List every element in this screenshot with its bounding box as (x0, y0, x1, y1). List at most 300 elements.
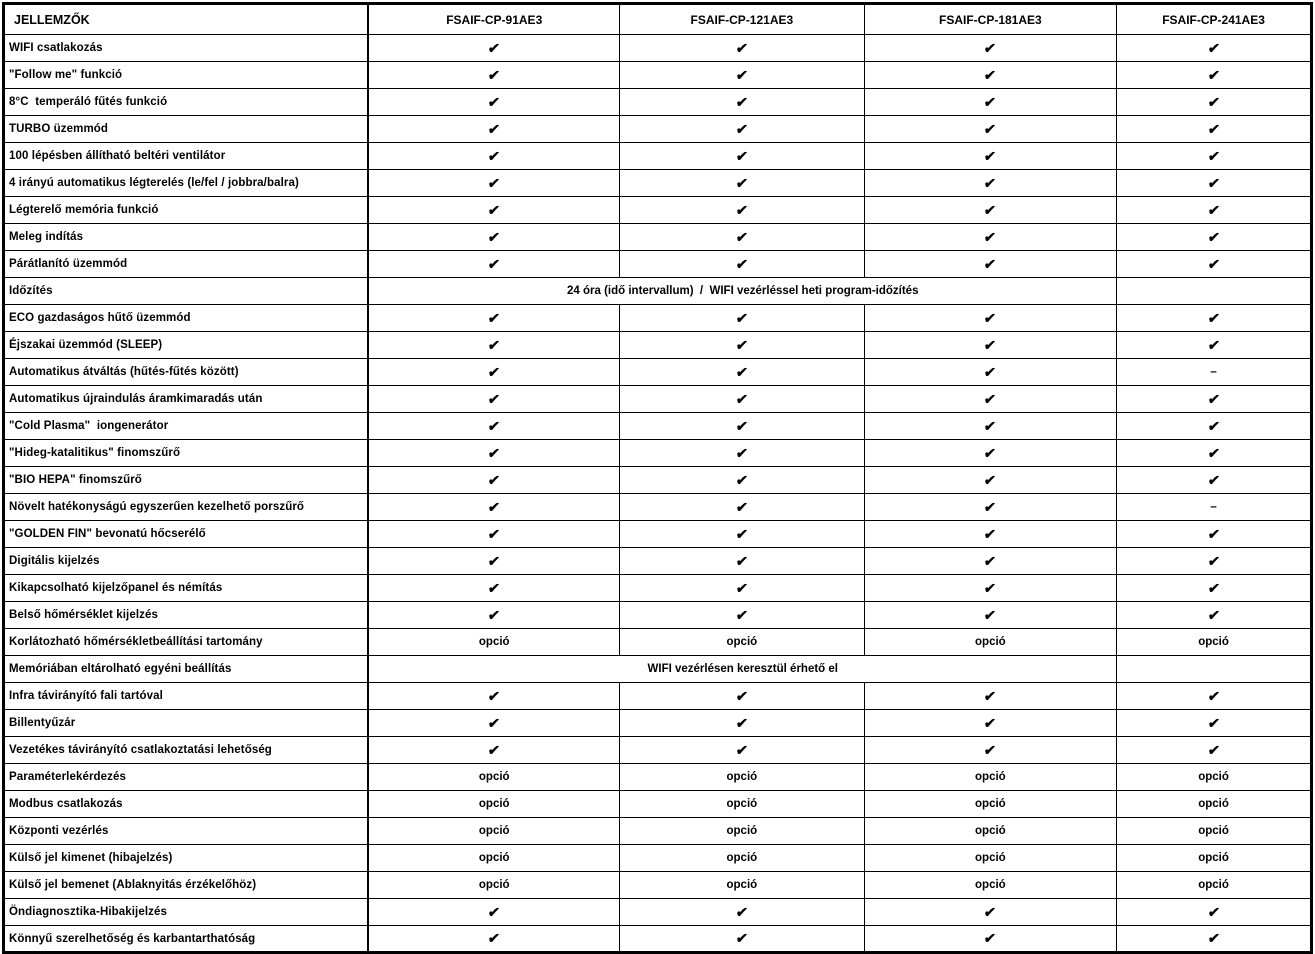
value-cell (864, 548, 1116, 575)
check-icon: ✔ (983, 66, 998, 83)
feature-label-cell: Automatikus átváltás (hűtés-fűtés között) (4, 359, 369, 386)
option-value-cell: opció (1117, 629, 1312, 656)
check-icon: ✔ (487, 417, 501, 434)
value-cell (368, 89, 619, 116)
check-icon: ✔ (983, 687, 998, 704)
check-icon: ✔ (1206, 687, 1221, 704)
value-cell (1117, 710, 1312, 737)
check-icon: ✔ (487, 741, 501, 758)
check-icon: ✔ (487, 390, 501, 407)
check-icon: ✔ (983, 579, 998, 596)
feature-row (4, 872, 1312, 899)
check-icon: ✔ (735, 201, 749, 218)
value-cell (368, 170, 619, 197)
value-cell (1117, 197, 1312, 224)
check-icon: ✔ (735, 714, 749, 731)
value-cell (864, 62, 1116, 89)
check-icon: ✔ (983, 228, 998, 245)
feature-label-cell: Belső hőmérséklet kijelzés (4, 602, 369, 629)
check-icon: ✔ (983, 255, 998, 272)
value-cell (620, 386, 865, 413)
check-icon: ✔ (487, 255, 501, 272)
feature-row (4, 62, 1312, 89)
value-cell (864, 494, 1116, 521)
value-cell (620, 89, 865, 116)
value-cell (368, 710, 619, 737)
empty-value-cell (1117, 656, 1312, 683)
feature-label-cell: Könnyű szerelhetőség és karbantarthatóság (4, 926, 369, 953)
feature-label-cell: Központi vezérlés (4, 818, 369, 845)
option-value-cell: opció (620, 629, 865, 656)
option-value-cell: opció (368, 872, 619, 899)
value-cell (1117, 116, 1312, 143)
value-cell (620, 224, 865, 251)
check-icon: ✔ (487, 39, 501, 56)
value-cell (368, 116, 619, 143)
option-value-cell: opció (368, 764, 619, 791)
check-icon: ✔ (735, 471, 749, 488)
check-icon: ✔ (983, 174, 998, 191)
feature-row (4, 791, 1312, 818)
feature-label-cell: "GOLDEN FIN" bevonatú hőcserélő (4, 521, 369, 548)
feature-label-cell: Paraméterlekérdezés (4, 764, 369, 791)
check-icon: ✔ (983, 471, 998, 488)
value-cell (368, 494, 619, 521)
value-cell (864, 89, 1116, 116)
check-icon: ✔ (735, 390, 749, 407)
check-icon: ✔ (1206, 336, 1221, 353)
value-cell (1117, 548, 1312, 575)
value-cell (620, 899, 865, 926)
feature-label-cell: Külső jel bemenet (Ablaknyitás érzékelőhöz) (4, 872, 369, 899)
feature-label-cell: 4 irányú automatikus légterelés (le/fel / jobbra/balra) (4, 170, 369, 197)
feature-row (4, 818, 1312, 845)
feature-row (4, 737, 1312, 764)
value-cell (1117, 602, 1312, 629)
feature-label-cell: TURBO üzemmód (4, 116, 369, 143)
check-icon: ✔ (735, 255, 749, 272)
value-cell (620, 494, 865, 521)
check-icon: ✔ (1206, 903, 1221, 920)
check-icon: ✔ (1206, 390, 1221, 407)
check-icon: ✔ (983, 336, 998, 353)
check-icon: ✔ (735, 147, 749, 164)
value-cell (864, 143, 1116, 170)
check-icon: ✔ (735, 606, 749, 623)
value-cell (368, 224, 619, 251)
check-icon: ✔ (983, 417, 998, 434)
value-cell (864, 683, 1116, 710)
check-icon: ✔ (735, 120, 749, 137)
value-cell (864, 737, 1116, 764)
value-cell (1117, 440, 1312, 467)
value-cell (620, 143, 865, 170)
value-cell (368, 197, 619, 224)
check-icon: ✔ (983, 903, 998, 920)
value-cell (1117, 521, 1312, 548)
model-column-header: FSAIF-CP-91AE3 (368, 4, 619, 35)
value-cell (864, 170, 1116, 197)
value-cell (368, 440, 619, 467)
check-icon: ✔ (487, 498, 501, 515)
check-icon: ✔ (983, 363, 998, 380)
feature-label-cell: Párátlanító üzemmód (4, 251, 369, 278)
feature-label-cell: Külső jel kimenet (hibajelzés) (4, 845, 369, 872)
feature-row (4, 467, 1312, 494)
feature-row (4, 548, 1312, 575)
value-cell (864, 224, 1116, 251)
check-icon: ✔ (1206, 579, 1221, 596)
table-header (4, 4, 1312, 35)
feature-row (4, 683, 1312, 710)
value-cell (864, 926, 1116, 953)
option-value-cell: opció (368, 818, 619, 845)
value-cell (368, 143, 619, 170)
check-icon: ✔ (735, 39, 749, 56)
check-icon: ✔ (487, 687, 501, 704)
check-icon: ✔ (735, 687, 749, 704)
feature-row (4, 305, 1312, 332)
feature-comparison-table-wrap (2, 2, 1313, 951)
check-icon: ✔ (487, 471, 501, 488)
feature-label-cell: Vezetékes távirányító csatlakoztatási lehetőség (4, 737, 369, 764)
value-cell (620, 197, 865, 224)
value-cell (620, 170, 865, 197)
check-icon: ✔ (1206, 66, 1221, 83)
check-icon: ✔ (1206, 471, 1221, 488)
value-cell (368, 359, 619, 386)
value-cell (620, 737, 865, 764)
option-value-cell: opció (1117, 764, 1312, 791)
check-icon: ✔ (735, 579, 749, 596)
value-cell (864, 35, 1116, 62)
value-cell (864, 710, 1116, 737)
check-icon: ✔ (983, 93, 998, 110)
feature-row (4, 629, 1312, 656)
check-icon: ✔ (983, 714, 998, 731)
check-icon: ✔ (735, 552, 749, 569)
value-cell (864, 332, 1116, 359)
check-icon: ✔ (487, 93, 501, 110)
check-icon: ✔ (1206, 93, 1221, 110)
value-cell (864, 575, 1116, 602)
check-icon: ✔ (487, 120, 501, 137)
check-icon: ✔ (487, 714, 501, 731)
check-icon: ✔ (735, 498, 749, 515)
check-icon: ✔ (1206, 930, 1221, 946)
value-cell (620, 440, 865, 467)
option-value-cell: opció (368, 629, 619, 656)
check-icon: ✔ (735, 741, 749, 758)
value-cell (1117, 413, 1312, 440)
feature-label-cell: Meleg indítás (4, 224, 369, 251)
check-icon: ✔ (487, 552, 501, 569)
value-cell (620, 116, 865, 143)
feature-label-cell: 100 lépésben állítható beltéri ventilátor (4, 143, 369, 170)
check-icon: ✔ (983, 552, 998, 569)
value-cell (864, 521, 1116, 548)
feature-label-cell: Növelt hatékonyságú egyszerűen kezelhető porszűrő (4, 494, 369, 521)
feature-row (4, 170, 1312, 197)
check-icon: ✔ (487, 228, 501, 245)
check-icon: ✔ (487, 930, 501, 946)
feature-label-cell: "Follow me" funkció (4, 62, 369, 89)
value-cell (620, 467, 865, 494)
table-body (4, 35, 1312, 953)
check-icon: ✔ (983, 525, 998, 542)
value-cell (368, 926, 619, 953)
value-cell (368, 548, 619, 575)
value-cell (1117, 224, 1312, 251)
check-icon: ✔ (487, 309, 501, 326)
check-icon: ✔ (983, 390, 998, 407)
value-cell (368, 467, 619, 494)
value-cell (1117, 899, 1312, 926)
check-icon: ✔ (735, 930, 749, 946)
check-icon: ✔ (487, 336, 501, 353)
value-cell (1117, 332, 1312, 359)
value-cell (620, 332, 865, 359)
check-icon: ✔ (1206, 714, 1221, 731)
value-cell (368, 521, 619, 548)
check-icon: ✔ (735, 444, 749, 461)
value-cell (1117, 35, 1312, 62)
feature-row (4, 656, 1312, 683)
option-value-cell: opció (368, 791, 619, 818)
value-cell (368, 575, 619, 602)
feature-row (4, 926, 1312, 953)
value-cell (864, 602, 1116, 629)
feature-row (4, 521, 1312, 548)
check-icon: ✔ (983, 606, 998, 623)
value-cell (864, 440, 1116, 467)
feature-row (4, 710, 1312, 737)
feature-row (4, 764, 1312, 791)
check-icon: ✔ (487, 606, 501, 623)
option-value-cell: opció (620, 791, 865, 818)
feature-row (4, 899, 1312, 926)
value-cell (368, 251, 619, 278)
feature-label-cell: Kikapcsolható kijelzőpanel és némítás (4, 575, 369, 602)
value-cell (1117, 737, 1312, 764)
value-cell (368, 62, 619, 89)
check-icon: ✔ (1206, 444, 1221, 461)
value-cell (1117, 926, 1312, 953)
check-icon: ✔ (983, 309, 998, 326)
check-icon: ✔ (487, 66, 501, 83)
check-icon: ✔ (735, 363, 749, 380)
value-cell (1117, 386, 1312, 413)
check-icon: ✔ (1206, 201, 1221, 218)
value-cell (1117, 575, 1312, 602)
model-column-header: FSAIF-CP-181AE3 (864, 4, 1116, 35)
option-value-cell: opció (620, 764, 865, 791)
value-cell (368, 737, 619, 764)
value-cell (620, 251, 865, 278)
value-cell (864, 467, 1116, 494)
value-cell (620, 575, 865, 602)
value-cell (620, 413, 865, 440)
option-value-cell: opció (864, 872, 1116, 899)
feature-label-cell: Éjszakai üzemmód (SLEEP) (4, 332, 369, 359)
value-cell (1117, 89, 1312, 116)
check-icon: ✔ (735, 525, 749, 542)
feature-row (4, 359, 1312, 386)
value-cell (1117, 305, 1312, 332)
option-value-cell: opció (864, 629, 1116, 656)
value-cell (864, 251, 1116, 278)
check-icon: ✔ (487, 363, 501, 380)
feature-label-cell: Öndiagnosztika-Hibakijelzés (4, 899, 369, 926)
model-column-header: FSAIF-CP-241AE3 (1117, 4, 1312, 35)
feature-row (4, 386, 1312, 413)
check-icon: ✔ (735, 174, 749, 191)
feature-row (4, 278, 1312, 305)
not-available-cell: – (1117, 359, 1312, 386)
check-icon: ✔ (735, 93, 749, 110)
option-value-cell: opció (620, 872, 865, 899)
feature-row (4, 845, 1312, 872)
feature-label-cell: "BIO HEPA" finomszűrő (4, 467, 369, 494)
check-icon: ✔ (1206, 525, 1221, 542)
value-cell (368, 35, 619, 62)
check-icon: ✔ (735, 228, 749, 245)
check-icon: ✔ (487, 147, 501, 164)
value-cell (620, 62, 865, 89)
check-icon: ✔ (983, 201, 998, 218)
check-icon: ✔ (735, 417, 749, 434)
check-icon: ✔ (983, 147, 998, 164)
feature-label-cell: ECO gazdaságos hűtő üzemmód (4, 305, 369, 332)
feature-label-cell: WIFI csatlakozás (4, 35, 369, 62)
feature-label-cell: Digitális kijelzés (4, 548, 369, 575)
check-icon: ✔ (487, 525, 501, 542)
option-value-cell: opció (864, 845, 1116, 872)
value-cell (864, 197, 1116, 224)
option-value-cell: opció (864, 764, 1116, 791)
feature-label-cell: Légterelő memória funkció (4, 197, 369, 224)
feature-label-cell: Modbus csatlakozás (4, 791, 369, 818)
feature-label-cell: 8°C temperáló fűtés funkció (4, 89, 369, 116)
merged-note-cell: 24 óra (idő intervallum) / WIFI vezérléssel heti program-időzítés (368, 278, 1116, 305)
feature-row (4, 332, 1312, 359)
features-column-header: JELLEMZŐK (4, 4, 369, 35)
feature-row (4, 224, 1312, 251)
feature-row (4, 197, 1312, 224)
value-cell (1117, 143, 1312, 170)
merged-note-cell: WIFI vezérlésen keresztül érhető el (368, 656, 1116, 683)
value-cell (864, 899, 1116, 926)
check-icon: ✔ (1206, 120, 1221, 137)
feature-label-cell: Billentyűzár (4, 710, 369, 737)
value-cell (864, 386, 1116, 413)
value-cell (368, 332, 619, 359)
feature-row (4, 89, 1312, 116)
check-icon: ✔ (735, 336, 749, 353)
value-cell (864, 359, 1116, 386)
option-value-cell: opció (620, 818, 865, 845)
option-value-cell: opció (1117, 791, 1312, 818)
check-icon: ✔ (735, 66, 749, 83)
value-cell (620, 305, 865, 332)
header-row (4, 4, 1312, 35)
feature-label-cell: "Hideg-katalitikus" finomszűrő (4, 440, 369, 467)
check-icon: ✔ (1206, 552, 1221, 569)
option-value-cell: opció (1117, 845, 1312, 872)
feature-comparison-table (2, 2, 1313, 954)
model-column-header: FSAIF-CP-121AE3 (620, 4, 865, 35)
feature-row (4, 35, 1312, 62)
feature-label-cell: "Cold Plasma" iongenerátor (4, 413, 369, 440)
check-icon: ✔ (983, 930, 998, 946)
value-cell (620, 926, 865, 953)
check-icon: ✔ (1206, 606, 1221, 623)
value-cell (864, 305, 1116, 332)
check-icon: ✔ (983, 498, 998, 515)
check-icon: ✔ (487, 579, 501, 596)
check-icon: ✔ (735, 309, 749, 326)
feature-row (4, 602, 1312, 629)
check-icon: ✔ (487, 444, 501, 461)
check-icon: ✔ (1206, 309, 1221, 326)
empty-value-cell (1117, 278, 1312, 305)
option-value-cell: opció (620, 845, 865, 872)
value-cell (368, 899, 619, 926)
value-cell (620, 359, 865, 386)
value-cell (368, 683, 619, 710)
check-icon: ✔ (983, 120, 998, 137)
check-icon: ✔ (983, 444, 998, 461)
feature-row (4, 440, 1312, 467)
value-cell (620, 35, 865, 62)
check-icon: ✔ (983, 39, 998, 56)
feature-row (4, 575, 1312, 602)
value-cell (620, 602, 865, 629)
feature-label-cell: Memóriában eltárolható egyéni beállítás (4, 656, 369, 683)
feature-row (4, 251, 1312, 278)
check-icon: ✔ (1206, 174, 1221, 191)
check-icon: ✔ (487, 174, 501, 191)
feature-row (4, 143, 1312, 170)
value-cell (620, 521, 865, 548)
feature-label-cell: Automatikus újraindulás áramkimaradás után (4, 386, 369, 413)
check-icon: ✔ (1206, 741, 1221, 758)
value-cell (368, 602, 619, 629)
value-cell (368, 413, 619, 440)
check-icon: ✔ (1206, 39, 1221, 56)
value-cell (620, 683, 865, 710)
value-cell (1117, 251, 1312, 278)
check-icon: ✔ (487, 903, 501, 920)
value-cell (1117, 467, 1312, 494)
check-icon: ✔ (1206, 417, 1221, 434)
not-available-cell: – (1117, 494, 1312, 521)
check-icon: ✔ (983, 741, 998, 758)
feature-label-cell: Infra távirányító fali tartóval (4, 683, 369, 710)
feature-row (4, 116, 1312, 143)
feature-row (4, 413, 1312, 440)
check-icon: ✔ (487, 201, 501, 218)
value-cell (1117, 683, 1312, 710)
check-icon: ✔ (1206, 228, 1221, 245)
value-cell (864, 116, 1116, 143)
check-icon: ✔ (735, 903, 749, 920)
value-cell (620, 710, 865, 737)
feature-row (4, 494, 1312, 521)
feature-label-cell: Időzítés (4, 278, 369, 305)
value-cell (368, 305, 619, 332)
feature-label-cell: Korlátozható hőmérsékletbeállítási tartomány (4, 629, 369, 656)
